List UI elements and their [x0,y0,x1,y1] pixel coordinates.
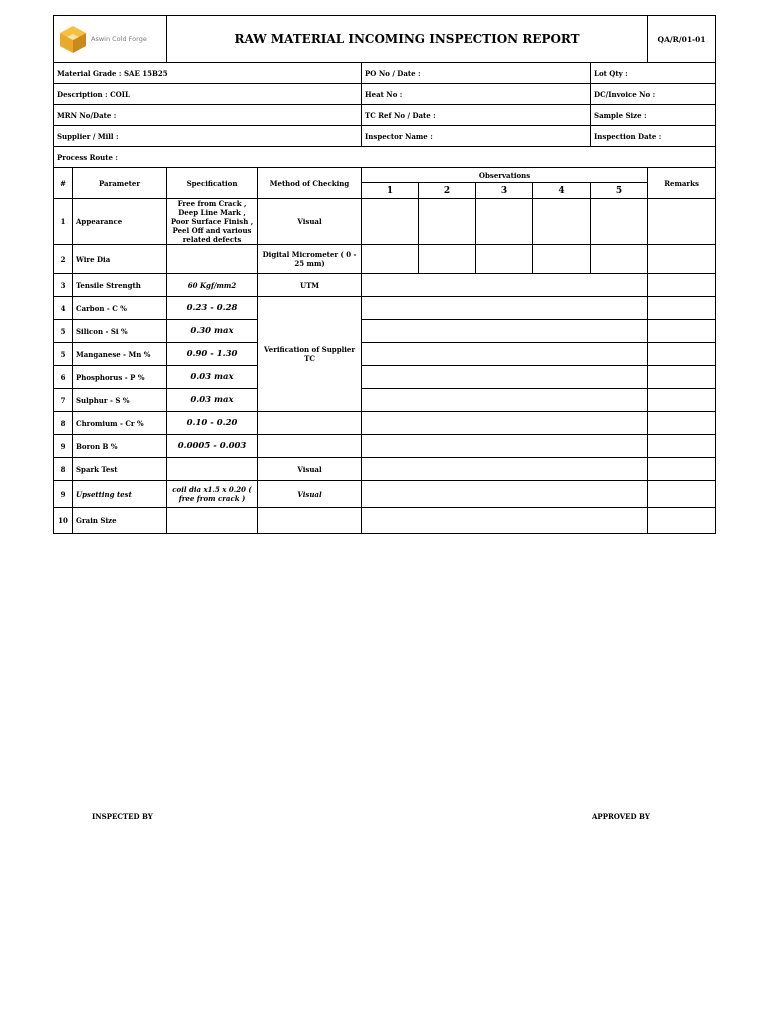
row-specification: 0.23 - 0.28 [167,297,258,320]
row-specification [167,245,258,274]
row-specification: coil dia x1.5 x 0.20 ( free from crack ) [167,481,258,508]
row-parameter: Manganese - Mn % [73,343,167,366]
table-row [54,508,716,534]
observation-cell[interactable] [533,245,591,274]
row-number: 8 [54,458,73,481]
remarks-cell[interactable] [648,435,716,458]
row-specification [167,458,258,481]
sample-size-field[interactable]: Sample Size : [591,105,716,126]
observation-header-3: 3 [476,183,533,199]
table-row [54,458,716,481]
row-number: 9 [54,481,73,508]
row-number: 2 [54,245,73,274]
row-parameter: Silicon - Si % [73,320,167,343]
observation-header-2: 2 [419,183,476,199]
row-method: Digital Micrometer ( 0 - 25 mm) [258,245,362,274]
col-header-remarks: Remarks [648,168,716,199]
material-grade-field[interactable]: Material Grade : SAE 15B25 [54,63,362,84]
observation-cell[interactable] [362,412,648,435]
supplier-field[interactable]: Supplier / Mill : [54,126,362,147]
row-method: UTM [258,274,362,297]
row-parameter: Grain Size [73,508,167,534]
observation-cell[interactable] [362,274,648,297]
row-method [258,435,362,458]
row-parameter: Upsetting test [73,481,167,508]
observation-header-1: 1 [362,183,419,199]
row-method: Visual [258,199,362,245]
row-parameter: Tensile Strength [73,274,167,297]
inspection-report-table [53,15,716,534]
dc-invoice-field[interactable]: DC/Invoice No : [591,84,716,105]
observation-cell[interactable] [362,245,419,274]
remarks-cell[interactable] [648,199,716,245]
row-method: Visual [258,481,362,508]
company-logo-cell [54,16,167,63]
row-specification: 0.0005 - 0.003 [167,435,258,458]
col-header-number: # [54,168,73,199]
row-specification: Free from Crack , Deep Line Mark , Poor Surface Finish , Peel Off and various related defects [167,199,258,245]
document-number: QA/R/01-01 [648,16,716,63]
remarks-cell[interactable] [648,343,716,366]
row-number: 7 [54,389,73,412]
mrn-field[interactable]: MRN No/Date : [54,105,362,126]
observation-cell[interactable] [533,199,591,245]
row-specification: 0.03 max [167,366,258,389]
row-method [258,412,362,435]
observation-cell[interactable] [362,366,648,389]
row-parameter: Wire Dia [73,245,167,274]
observation-cell[interactable] [419,245,476,274]
table-row [54,199,716,245]
table-row [54,412,716,435]
observation-cell[interactable] [476,199,533,245]
row-number: 10 [54,508,73,534]
row-parameter: Appearance [73,199,167,245]
description-field[interactable]: Description : COIL [54,84,362,105]
row-parameter: Phosphorus - P % [73,366,167,389]
remarks-cell[interactable] [648,245,716,274]
observation-cell[interactable] [591,245,648,274]
inspected-by-label: INSPECTED BY [92,812,153,821]
col-header-observations: Observations [362,168,648,183]
remarks-cell[interactable] [648,458,716,481]
row-number: 3 [54,274,73,297]
observation-cell[interactable] [362,320,648,343]
company-name: Aswin Cold Forge [91,35,147,43]
tc-ref-field[interactable]: TC Ref No / Date : [362,105,591,126]
report-title: RAW MATERIAL INCOMING INSPECTION REPORT [167,16,648,63]
table-row [54,366,716,389]
row-parameter: Carbon - C % [73,297,167,320]
row-parameter: Chromium - Cr % [73,412,167,435]
cube-logo-icon [58,24,88,54]
observation-header-4: 4 [533,183,591,199]
inspection-report-sheet [53,15,715,534]
process-route-field[interactable]: Process Route : [54,147,716,168]
remarks-cell[interactable] [648,412,716,435]
observation-cell[interactable] [362,508,648,534]
inspection-date-field[interactable]: Inspection Date : [591,126,716,147]
observation-cell[interactable] [476,245,533,274]
row-number: 6 [54,366,73,389]
observation-cell[interactable] [419,199,476,245]
row-number: 5 [54,343,73,366]
remarks-cell[interactable] [648,366,716,389]
col-header-method: Method of Checking [258,168,362,199]
table-row [54,435,716,458]
row-method [258,508,362,534]
row-number: 5 [54,320,73,343]
table-row [54,274,716,297]
table-row [54,245,716,274]
row-parameter: Spark Test [73,458,167,481]
observation-cell[interactable] [362,297,648,320]
row-specification [167,508,258,534]
company-logo [58,24,162,54]
heat-number-field[interactable]: Heat No : [362,84,591,105]
remarks-cell[interactable] [648,320,716,343]
remarks-cell[interactable] [648,297,716,320]
row-number: 9 [54,435,73,458]
observation-cell[interactable] [362,199,419,245]
row-number: 4 [54,297,73,320]
row-method-supplier-tc: Verification of Supplier TC [258,297,362,412]
table-row [54,343,716,366]
lot-qty-field[interactable]: Lot Qty : [591,63,716,84]
observation-cell[interactable] [362,435,648,458]
remarks-cell[interactable] [648,481,716,508]
remarks-cell[interactable] [648,274,716,297]
row-parameter: Boron B % [73,435,167,458]
row-number: 1 [54,199,73,245]
observation-cell[interactable] [362,389,648,412]
remarks-cell[interactable] [648,508,716,534]
approved-by-label: APPROVED BY [592,812,650,821]
row-specification: 0.90 - 1.30 [167,343,258,366]
row-specification: 60 Kgf/mm2 [167,274,258,297]
table-row [54,320,716,343]
observation-cell[interactable] [362,458,648,481]
observation-cell[interactable] [591,199,648,245]
col-header-parameter: Parameter [73,168,167,199]
table-row [54,297,716,320]
row-number: 8 [54,412,73,435]
row-specification: 0.03 max [167,389,258,412]
observation-cell[interactable] [362,481,648,508]
table-row [54,481,716,508]
row-specification: 0.30 max [167,320,258,343]
row-method: Visual [258,458,362,481]
col-header-specification: Specification [167,168,258,199]
observation-cell[interactable] [362,343,648,366]
row-parameter: Sulphur - S % [73,389,167,412]
observation-header-5: 5 [591,183,648,199]
po-number-field[interactable]: PO No / Date : [362,63,591,84]
table-row [54,389,716,412]
remarks-cell[interactable] [648,389,716,412]
row-specification: 0.10 - 0.20 [167,412,258,435]
inspector-name-field[interactable]: Inspector Name : [362,126,591,147]
